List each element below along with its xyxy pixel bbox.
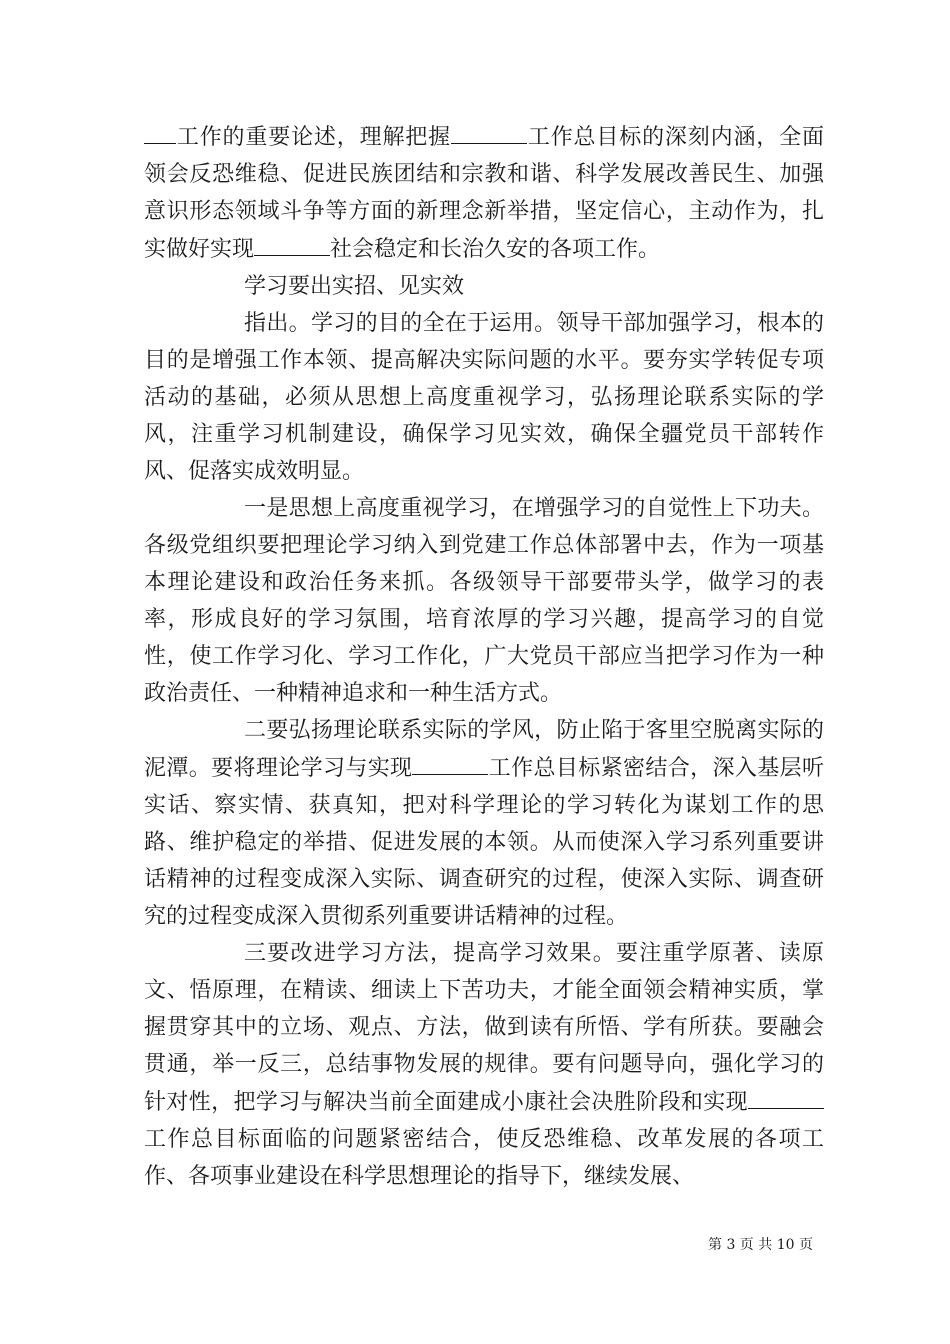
paragraph-text: 工作的重要论述，理解把握 [176,125,451,150]
paragraph-text: 一是思想上高度重视学习，在增强学习的自觉性上下功夫。各级党组织要把理论学习纳入到党建工作总体部署中去，作为一项基本理论建设和政治任务来抓。各级领导干部要带头学，做学习的表率，形成良好的学习氛围，培育浓厚的学习兴趣，提高学习的自觉性，使工作学习化、学习工作化，广大党员干部应当把学习作为一种政治责任、一种精神追求和一种生活方式。 [144,496,824,706]
redacted-blank [748,1083,824,1109]
paragraph [144,118,824,268]
paragraph [144,490,824,712]
paragraph [144,305,824,490]
paragraph-text: 学习要出实招、见实效 [244,274,465,299]
page-number-footer: 第 3 页 共 10 页 [708,1237,813,1253]
paragraph [144,712,824,935]
paragraph-text: 工作总目标紧密结合，深入基层听实话、察实情、获真知，把对科学理论的学习转化为谋划工作的思路、维护稳定的举措、促进发展的本领。从而使深入学习系列重要讲话精神的过程变成深入实际、调查研究的过程，使深入实际、调查研究的过程变成深入贯彻系列重要讲话精神的过程。 [144,756,824,929]
paragraph-text: 工作总目标的深刻内涵，全面领会反恐维稳、促进民族团结和宗教和谐、科学发展改善民生、加强意识形态领域斗争等方面的新理念新举措，坚定信心，主动作为，扎实做好实现 [144,125,824,262]
paragraph-text: 工作总目标面临的问题紧密结合，使反恐维稳、改革发展的各项工作、各项事业建设在科学思想理论的指导下，继续发展、 [144,1127,824,1189]
redacted-blank [144,118,176,144]
redacted-blank [451,118,527,144]
paragraph-text: 指出。学习的目的全在于运用。领导干部加强学习，根本的目的是增强工作本领、提高解决实际问题的水平。要夯实学转促专项活动的基础，必须从思想上高度重视学习，弘扬理论联系实际的学风，注重学习机制建设，确保学习见实效，确保全疆党员干部转作风、促落实成效明显。 [144,311,824,484]
redacted-blank [254,230,330,256]
document-body [144,118,824,1195]
paragraph [144,268,824,305]
paragraph [144,935,824,1195]
paragraph-text: 社会稳定和长治久安的各项工作。 [330,237,661,262]
redacted-blank [412,749,488,775]
paragraph-text: 二要弘扬理论联系实际的学风，防止陷于客里空脱离实际的泥潭。要将理论学习与实现 [144,718,824,781]
paragraph-text: 三要改进学习方法，提高学习效果。要注重学原著、读原文、悟原理，在精读、细读上下苦功夫，才能全面领会精神实质，掌握贯穿其中的立场、观点、方法，做到读有所悟、学有所获。要融会贯通，举一反三，总结事物发展的规律。要有问题导向，强化学习的针对性，把学习与解决当前全面建成小康社会决胜阶段和实现 [144,941,824,1115]
